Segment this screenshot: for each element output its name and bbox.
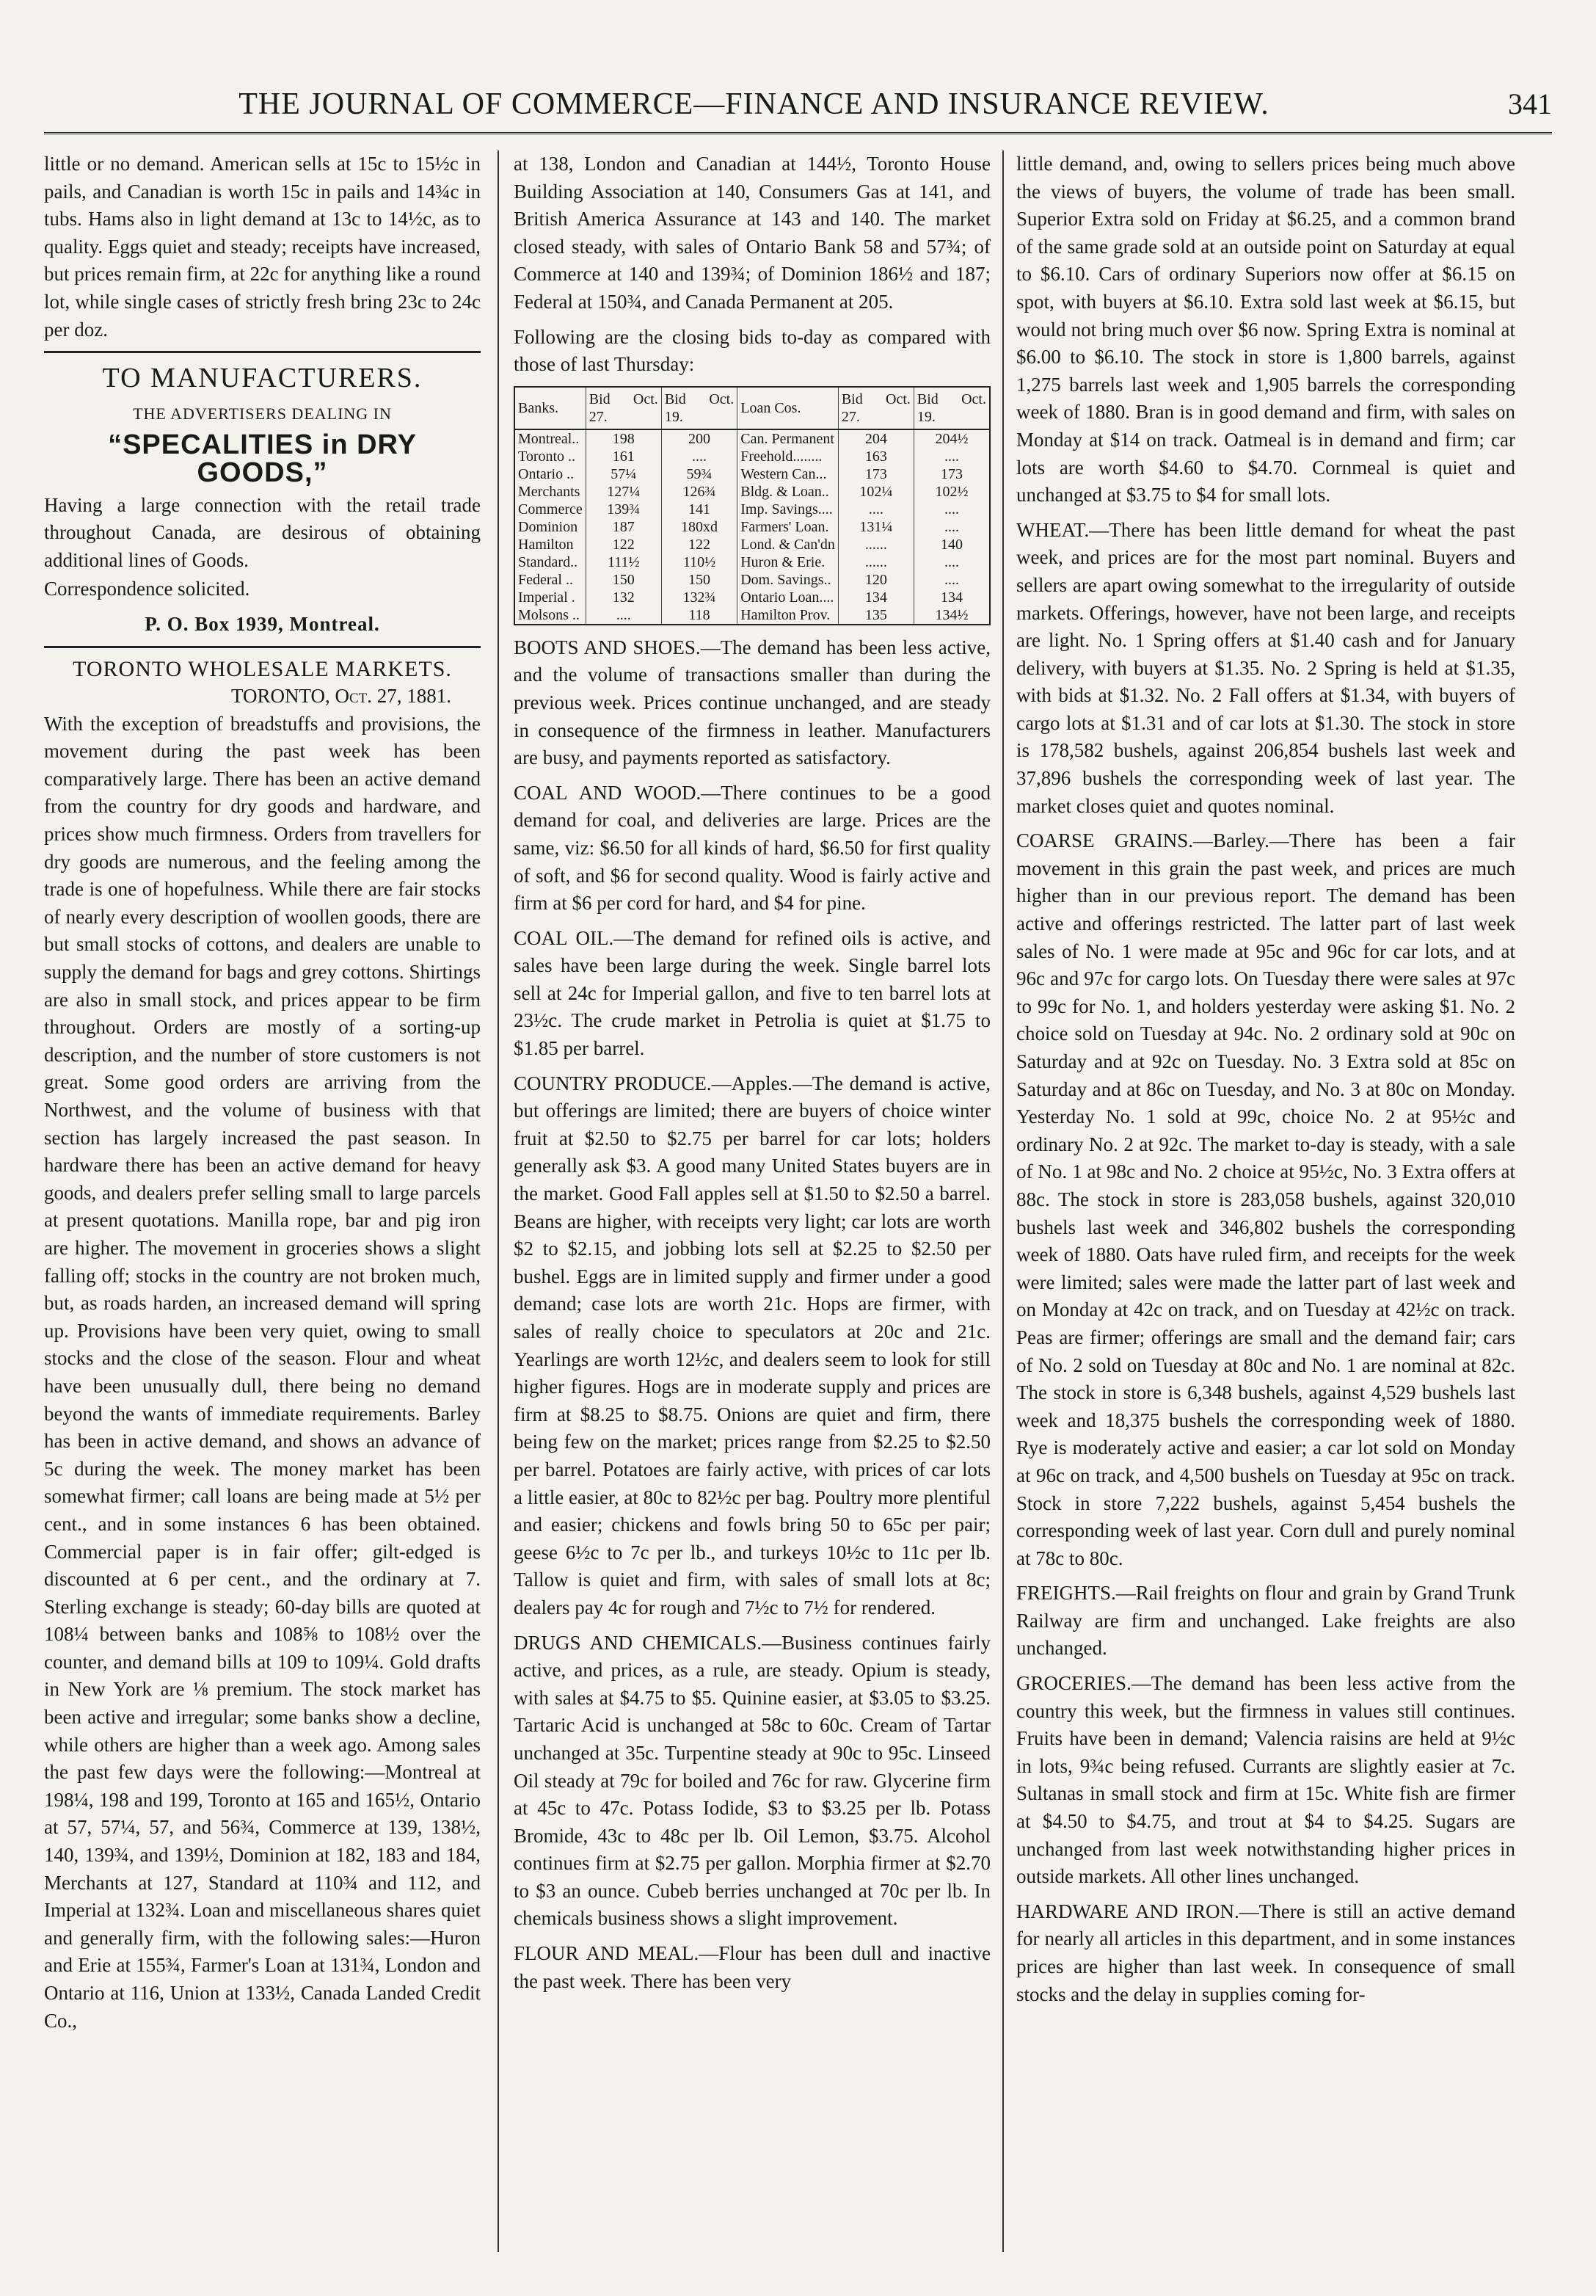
table-cell: Farmers' Loan. (737, 518, 839, 536)
table-row (514, 429, 990, 448)
divider (44, 351, 481, 353)
journal-title: THE JOURNAL OF COMMERCE—FINANCE AND INSURANCE REVIEW. (238, 87, 1269, 121)
table-cell: 141 (661, 501, 737, 518)
paragraph-coal-oil (514, 925, 991, 1063)
section-text: —There is still an active demand for nearly all articles in this department, and in some instances prices are higher than last week. In consequence of small stocks and the delay in supplies coming for- (1016, 1900, 1515, 2005)
table-cell: Montreal.. (514, 429, 586, 448)
table-cell: 204½ (914, 429, 990, 448)
page-header (44, 81, 1552, 134)
table-cell: Federal .. (514, 571, 586, 589)
table-cell: 132¾ (661, 589, 737, 606)
table-cell: ...... (838, 536, 914, 553)
table-header: Bid Oct. 19. (661, 387, 737, 429)
table-header: Banks. (514, 387, 586, 429)
table-cell: 150 (586, 571, 661, 589)
table-cell: Merchants (514, 483, 586, 501)
section-text: —Barley.—There has been a fair movement in this grain the past week, and prices are much higher than in our previous report. The demand has been active and offerings restricted. The latter part of last week sales of No. 1 were made at 95c and 96c for car lots, and at 96c and 97c for cargo lots. On Tuesday there were sales at 97c to 99c for No. 1, and holders yesterday were asking $1. No. 2 choice sold on Tuesday at 94c. No. 2 ordinary sold at 90c on Saturday and at 92c on Tuesday. No. 3 Extra sold at 85c on Saturday and at 86c on Tuesday, and No. 3 at 80c on Monday. Yesterday No. 1 sold at 99c, choice No. 2 at 95½c and ordinary No. 2 at 92c. The market to-day is steady, with a sale of No. 1 at 98c and No. 2 choice at 95½c, No. 3 Extra offers at 88c. The stock in store is 283,058 bushels, against 320,010 bushels last week and 346,802 bushels the corresponding week of 1880. Oats have ruled firm, and receipts for the week were limited; sales were made the latter part of last week and on Monday at 42c on track, and on Tuesday at 42½c on track. Peas are firmer; offerings are small and the demand fair; cars of No. 2 sold on Tuesday at 80c and No. 1 are nominal at 82c. The stock in store is 6,348 bushels, against 4,529 bushels last week and 18,375 bushels the corresponding week of 1880. Rye is moderately active and easier; a car lot sold on Monday at 96c on track, and 4,500 bushels on Tuesday at 95c on track. Stock in store 7,222 bushels, against 5,454 bushels the corresponding week of last year. Corn dull and purely nominal at 78c to 80c. (1016, 829, 1515, 1569)
table-cell: 161 (586, 448, 661, 465)
table-cell: 59¾ (661, 465, 737, 483)
table-cell: 180xd (661, 518, 737, 536)
section-heading: GROCERIES. (1016, 1672, 1132, 1695)
section-heading: FREIGHTS. (1016, 1582, 1116, 1605)
dateline: TORONTO, Oct. 27, 1881. (230, 685, 451, 708)
table-row (514, 501, 990, 518)
section-heading: WHEAT. (1016, 518, 1090, 541)
section-heading: BOOTS AND SHOES. (514, 636, 701, 658)
advertisement-title: TO MANUFACTURERS. (102, 363, 423, 394)
paragraph-coarse-grains (1016, 827, 1515, 1572)
table-cell: .... (586, 606, 661, 625)
table-cell: .... (914, 571, 990, 589)
table-cell: Western Can... (737, 465, 839, 483)
table-cell: 118 (661, 606, 737, 625)
table-cell: 198 (586, 429, 661, 448)
section-heading: COAL OIL. (514, 926, 614, 949)
table-cell: 173 (838, 465, 914, 483)
paragraph: little or no demand. American sells at 15c to 15½c in pails, and Canadian is worth 15c in pails and 14¾c in tubs. Hams also in light demand at 13c to 14½c, as to quality. Eggs quiet and steady; receipts have increased, but prices remain firm, at 22c for anything like a round lot, while single cases of strictly fresh bring 23c to 24c per doz. (44, 153, 481, 341)
table-row (514, 606, 990, 625)
section-text: —There has been little demand for wheat the past week, and prices are for the most part nominal. Buyers and sellers are apart owing somewhat to the irregularity of outside markets. Offerings, however, have not been large, and receipts are light. No. 1 Spring offers at $1.40 cash and for January delivery, with buyers at $1.35. No. 2 Spring is held at $1.35, with bids at $1.32. No. 2 Fall offers at $1.34, with buyers of cargo lots at $1.31 and of car lots at $1.30. The stock in store is 178,582 bushels, against 206,854 bushels last week and 37,896 bushels the corresponding week of last year. The market closes quiet and quotes nominal. (1016, 518, 1515, 817)
column-divider (1002, 150, 1004, 2252)
table-cell: 127¼ (586, 483, 661, 501)
table-cell: Molsons .. (514, 606, 586, 625)
page-number: 341 (1508, 87, 1552, 120)
table-cell: .... (914, 553, 990, 571)
paragraph-drugs-and-chemicals (514, 1630, 991, 1933)
table-cell: 122 (586, 536, 661, 553)
table-cell: Dom. Savings.. (737, 571, 839, 589)
table-cell: Can. Permanent (737, 429, 839, 448)
table-header: Bid Oct. 19. (914, 387, 990, 429)
table-cell: Standard.. (514, 553, 586, 571)
table-cell: .... (914, 501, 990, 518)
section-text: —The demand has been less active from the country this week, but the firmness in values still continues. Fruits have been in demand; Valencia raisins are held at 9½c in lots, 9¾c being refused. Currants are slightly easier at 7c. Sultanas in small stock and firm at 15c. White fish are firmer at $4.50 to $4.75, and trout at $4 to $4.25. Sugars are unchanged from last week notwithstanding higher prices in outside markets. All other lines unchanged. (1016, 1672, 1515, 1888)
table-cell: 173 (914, 465, 990, 483)
table-cell: 139¾ (586, 501, 661, 518)
table-cell: Imperial . (514, 589, 586, 606)
table-row (514, 518, 990, 536)
paragraph-groceries (1016, 1670, 1515, 1891)
section-heading: TORONTO WHOLESALE MARKETS. (73, 656, 452, 681)
table-row (514, 536, 990, 553)
table-cell: Hamilton Prov. (737, 606, 839, 625)
paragraph: at 138, London and Canadian at 144½, Toronto House Building Association at 140, Consumers Gas at 141, and British America Assurance at 143 and 140. The market closed steady, with sales of Ontario Bank 58 and 57¾; of Commerce at 140 and 139¾; of Dominion 186½ and 187; Federal at 150¾, and Canada Permanent at 205. (514, 153, 991, 313)
paragraph-wheat (1016, 517, 1515, 821)
table-header: Bid Oct. 27. (838, 387, 914, 429)
section-text: —There continues to be a good demand for coal, and deliveries are large. Prices are the same, viz: $6.50 for all kinds of hard, $6.50 for first quality of soft, and $6 for second quality. Wood is fairly active and firm at $6 per cord for hard, and $4 for pine. (514, 781, 991, 915)
advertisement-subtitle: THE ADVERTISERS DEALING IN (133, 404, 392, 423)
table-cell: Freehold........ (737, 448, 839, 465)
table-row (514, 465, 990, 483)
table-header-row (514, 387, 990, 429)
table-cell: 132 (586, 589, 661, 606)
table-row (514, 448, 990, 465)
table-cell: 204 (838, 429, 914, 448)
advertisement-headline: “SPECALITIES in DRY GOODS,” (108, 429, 417, 488)
table-cell: 102½ (914, 483, 990, 501)
table-cell: Bldg. & Loan.. (737, 483, 839, 501)
table-cell: Ontario .. (514, 465, 586, 483)
table-cell: Lond. & Can'dn (737, 536, 839, 553)
section-heading: COUNTRY PRODUCE. (514, 1072, 712, 1094)
table-cell: .... (838, 501, 914, 518)
paragraph-freights (1016, 1580, 1515, 1663)
table-row (514, 571, 990, 589)
table-cell: .... (661, 448, 737, 465)
paragraph: little demand, and, owing to sellers prices being much above the views of buyers, the volume of trade has been small. Superior Extra sold on Friday at $6.25, and a common brand of the same grade sold at an outside point on Saturday at equal to $6.10. Cars of ordinary Superiors now offer at $6.15 on spot, with buyers at $6.10. Extra sold last week at $6.15, but would not bring much over $6 now. Spring Extra is nominal at $6.00 to $6.10. The stock in store is 1,800 barrels, against 1,275 barrels last week and 1,905 barrels the corresponding week of 1880. Bran is in good demand and firm, with sales on Monday at $14 on track. Oatmeal is in demand and firm; car lots are worth $4.60 to $4.70. Cornmeal is quiet and unchanged at $3.75 to $4 for small lots. (1016, 153, 1515, 506)
table-cell: 134 (914, 589, 990, 606)
paragraph-boots-and-shoes (514, 634, 991, 772)
table-cell: 57¼ (586, 465, 661, 483)
table-cell: ...... (838, 553, 914, 571)
table-cell: 135 (838, 606, 914, 625)
section-text: —Apples.—The demand is active, but offerings are limited; there are buyers of choice winter fruit at $2.50 to $2.75 per barrel for car lots; holders generally ask $3. A good many United States buyers are in the market. Good Fall apples sell at $1.50 to $2.50 a barrel. Beans are higher, with receipts very light; car lots are worth $2 to $2.15, and jobbing lots sell at $2.25 to $2.50 per bushel. Eggs are in limited supply and firmer under a good demand; case lots are worth 21c. Hops are firmer, with sales of really choice to speculators at 20c and 21c. Yearlings are worth 12½c, and dealers seem to look for still higher figures. Hogs are in moderate supply and prices are firm at $8.25 to $8.75. Onions are quiet and firm, there being few on the market; prices range from $2.25 to $2.50 per barrel. Potatoes are fairly active, with prices of car lots a little easier, at 80c to 82½c per bag. Poultry more plentiful and easier; chickens and fowls bring 50 to 65c per pair; geese 6½c to 7c per lb., and turkeys 10½c to 11c per lb. Tallow is quiet and firm, with sales of small lots at 8c; dealers pay 4c for rough and 7½c to 7½ for rendered. (514, 1072, 991, 1619)
table-cell: 120 (838, 571, 914, 589)
table-cell: 134 (838, 589, 914, 606)
paragraph: With the exception of breadstuffs and provisions, the movement during the past week has been comparatively large. There has been an active demand from the country for dry goods and hardware, and prices show much firmness. Orders from travellers for dry goods are numerous, and the feeling among the trade is one of hopefulness. While there are fair stocks of nearly every description of woollen goods, there are but small stocks of cottons, and dealers are unable to supply the demand for bags and grey cottons. Shirtings are also in small stock, and prices appear to be firm throughout. Orders are mostly of a sorting-up description, and the number of store customers is not great. Some good orders are arriving from the Northwest, and the volume of business with that section has largely increased the past season. In hardware there has been an active demand for heavy goods, and dealers prefer selling small to large parcels at present quotations. Manilla rope, bar and pig iron are higher. The movement in groceries shows a slight falling off; stocks in the country are not broken much, but, as roads harden, an increased demand will spring up. Provisions have been very quiet, owing to small stocks and the close of the season. Flour and wheat have been unusually dull, there being no demand beyond the wants of immediate requirements. Barley has been in active demand, and shows an advance of 5c during the week. The money market has been somewhat firmer; call loans are being made at 5½ per cent., and in some instances 6 has been obtained. Commercial paper is in fair offer; gilt-edged is discounted at 6 per cent., and the ordinary at 7. Sterling exchange is steady; 60-day bills are quoted at 108¼ between banks and 108⅝ to 108½ over the counter, and demand bills at 109 to 109¼. Gold drafts in New York are ⅛ premium. The stock market has been active and irregular; some banks show a decline, while others are higher than a week ago. Among sales the past few days were the following:—Montreal at 198¼, 198 and 199, Toronto at 165 and 165½, Ontario at 57, 57¼, 57, and 56¾, Commerce at 139, 138½, 140, 139¾, and 139½, Dominion at 182, 183 and 184, Merchants at 127, Standard at 110¾ and 112, and Imperial at 132¾. Loan and miscellaneous shares quiet and generally firm, with the following sales:—Huron and Erie at 155¾, Farmer's Loan at 131¾, London and Ontario at 116, Union at 133½, Canada Landed Credit Co., (44, 712, 481, 2032)
paragraph: Following are the closing bids to-day as compared with those of last Thursday: (514, 325, 991, 376)
section-heading: DRUGS AND CHEMICALS. (514, 1631, 762, 1654)
table-row (514, 589, 990, 606)
table-row (514, 483, 990, 501)
table-cell: 150 (661, 571, 737, 589)
table-cell: 140 (914, 536, 990, 553)
table-cell: 111½ (586, 553, 661, 571)
section-heading: FLOUR AND MEAL. (514, 1942, 699, 1965)
table-cell: .... (914, 518, 990, 536)
table-cell: Dominion (514, 518, 586, 536)
section-heading: HARDWARE AND IRON. (1016, 1900, 1239, 1922)
section-text: —Rail freights on flour and grain by Grand Trunk Railway are firm and unchanged. Lake freights are also unchanged. (1016, 1582, 1515, 1660)
advertisement-address: P. O. Box 1939, Montreal. (145, 612, 380, 635)
table-cell: Toronto .. (514, 448, 586, 465)
divider (44, 646, 481, 648)
table-body (514, 429, 990, 625)
column-1 (44, 150, 481, 2252)
table-cell: 131¼ (838, 518, 914, 536)
table-cell: 122 (661, 536, 737, 553)
section-heading: COAL AND WOOD. (514, 781, 702, 804)
section-text: —Flour has been dull and inactive the past week. There has been very (514, 1942, 991, 1992)
column-3 (1016, 150, 1515, 2252)
table-cell: 187 (586, 518, 661, 536)
bank-bids-table (514, 386, 991, 625)
table-row (514, 553, 990, 571)
table-cell: 126¾ (661, 483, 737, 501)
table-cell: 102¼ (838, 483, 914, 501)
table-cell: Hamilton (514, 536, 586, 553)
table-cell: 110½ (661, 553, 737, 571)
table-cell: Huron & Erie. (737, 553, 839, 571)
table-header: Loan Cos. (737, 387, 839, 429)
table-cell: 163 (838, 448, 914, 465)
advertisement-body: Having a large connection with the retail trade throughout Canada, are desirous of obtaining additional lines of Goods. (44, 493, 481, 571)
paragraph-coal-and-wood (514, 780, 991, 918)
paragraph-hardware-and-iron (1016, 1898, 1515, 2008)
paragraph-country-produce (514, 1070, 991, 1622)
table-cell: 134½ (914, 606, 990, 625)
section-text: —The demand has been less active, and the volume of transactions smaller than during the previous week. Prices continue unchanged, and are steady in consequence of the firmness in leather. Manufacturers are busy, and payments reported as satisfactory. (514, 636, 991, 769)
table-cell: Commerce (514, 501, 586, 518)
column-divider (498, 150, 499, 2252)
table-cell: 200 (661, 429, 737, 448)
section-heading: COARSE GRAINS. (1016, 829, 1193, 852)
table-cell: Ontario Loan.... (737, 589, 839, 606)
table-cell: Imp. Savings.... (737, 501, 839, 518)
paragraph-flour-and-meal (514, 1940, 991, 1995)
table-cell: .... (914, 448, 990, 465)
section-text: —Business continues fairly active, and prices, as a rule, are steady. Opium is steady, with sales at $4.75 to $5. Quinine easier, at $3.05 to $3.25. Tartaric Acid is unchanged at 58c to 60c. Cream of Tartar unchanged at 35c. Turpentine steady at 90c to 95c. Linseed Oil steady at 79c for boiled and 76c for raw. Glycerine firm at 45c to 47c. Potass Iodide, $3 to $3.25 per lb. Potass Bromide, 43c to 48c per lb. Oil Lemon, $3.75. Alcohol continues firm at $2.75 per gallon. Morphia firmer at $2.70 to $3 an ounce. Cubeb berries unchanged at 70c per lb. In chemicals business shows a slight improvement. (514, 1631, 991, 1930)
table-header: Bid Oct. 27. (586, 387, 661, 429)
column-2 (514, 150, 991, 2252)
advertisement-correspondence: Correspondence solicited. (44, 578, 250, 600)
section-text: —The demand for refined oils is active, and sales have been large during the week. Single barrel lots sell at 24c for Imperial gallon, and five to ten barrel lots at 23½c. The crude market in Petrolia is quiet at $1.75 to $1.85 per barrel. (514, 926, 991, 1060)
